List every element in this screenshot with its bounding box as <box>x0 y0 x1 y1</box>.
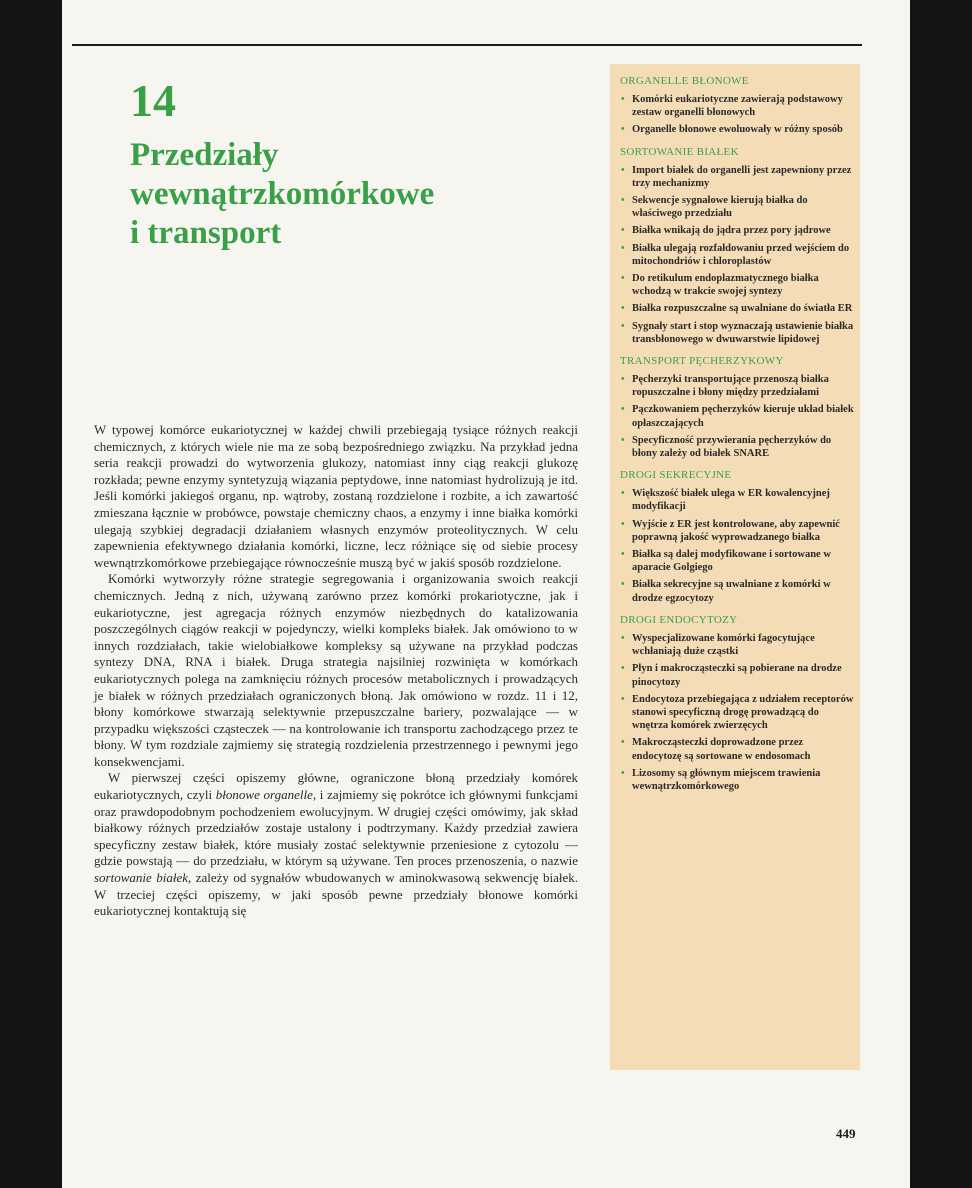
outline-item-text: Białka rozpuszczalne są uwalniane do światła ER <box>632 303 853 315</box>
bullet-icon: • <box>621 518 625 530</box>
outline-list <box>620 373 854 460</box>
outline-item-text: Płyn i makrocząsteczki są pobierane na drodze pinocytozy <box>632 663 842 688</box>
bullet-icon: • <box>621 273 625 285</box>
emphasis-term: sortowanie białek, <box>94 870 192 886</box>
outline-item <box>620 548 854 574</box>
outline-item <box>620 736 854 762</box>
outline-item <box>620 767 854 793</box>
outline-item <box>620 373 854 399</box>
outline-section-heading: SORTOWANIE BIAŁEK <box>620 145 739 158</box>
outline-section-heading: DROGI ENDOCYTOZY <box>620 613 738 626</box>
outline-item-text: Większość białek ulega w ER kowalencyjnej modyfikacji <box>632 488 830 513</box>
outline-item <box>620 93 854 119</box>
body-paragraph: W typowej komórce eukariotycznej w każdej chwili przebiegają tysiące różnych reakcji chemicznych, z których wiele nie ma ze sobą bezpośredniego związku. Na przykład jedna seria reakcji prowadzi do wytworzenia glukozy, natomiast inny ciąg reakcji glukozę rozkłada; pewne enzymy syntetyzują wiązania peptydowe, inne natomiast hydrolizują je itd. Jeśli komórki jakiegoś organu, np. wątroby, zostaną rozdzielone i rozbite, a ich zawartość zmieszana łącznie w probówce, powstaje chemiczny chaos, a enzymy i inne białka komórki ulegają szybkiej degradacji działaniem własnych enzymów proteolitycznych. W celu zapewnienia efektywnego działania komórki, liczne, lecz różniące się od siebie procesy wewnątrzkomórkowe przebiegające równocześnie muszą być w jakiś sposób rozdzielone. <box>94 422 578 570</box>
outline-item <box>620 224 854 237</box>
outline-section-heading: TRANSPORT PĘCHERZYKOWY <box>620 355 784 368</box>
chapter-outline-sidebar <box>610 64 860 1070</box>
outline-list <box>620 164 854 346</box>
page-number: 449 <box>836 1126 856 1141</box>
outline-item <box>620 487 854 513</box>
bullet-icon: • <box>621 164 625 176</box>
bullet-icon: • <box>621 488 625 500</box>
outline-item-text: Pączkowaniem pęcherzyków kieruje układ białek opłaszczających <box>632 404 854 429</box>
outline-item <box>620 693 854 733</box>
bullet-icon: • <box>621 225 625 237</box>
outline-item <box>620 578 854 604</box>
text-run: i zajmiemy się pokrótce ich głównymi funkcjami oraz prawdopodobnym pochodzeniem ewolucyjnym. W drugiej części omówimy, jak skład białkowy różnych przedziałów zostaje ustalony i podtrzymany. Każdy przedział zawiera specyficzny zestaw białek, które musiały zostać selektywnie przeniesione z cytozolu — gdzie powstają — do przedziału, w którym są używane. Ten proces przenoszenia, o nazwie <box>94 787 578 869</box>
outline-item-text: Import białek do organelli jest zapewniony przez trzy mechanizmy <box>632 164 852 189</box>
bullet-icon: • <box>621 579 625 591</box>
bullet-icon: • <box>621 94 625 105</box>
outline-item-text: Sygnały start i stop wyznaczają ustawienie białka transbłonowego w dwuwarstwie lipidowej <box>632 320 854 345</box>
outline-item <box>620 403 854 429</box>
bullet-icon: • <box>621 693 625 705</box>
outline-item <box>620 242 854 268</box>
text-run: zależy od sygnałów wbudowanych w aminokwasową sekwencję białek. W trzeciej części opiszemy, w jaki sposób pewne przedziały błonowe komórki eukariotycznej kontaktują się <box>94 870 579 919</box>
text-run: W pierwszej części opiszemy główne, ograniczone błoną przedziały komórek eukariotycznych, czyli <box>94 770 578 803</box>
outline-item <box>620 302 854 315</box>
top-rule <box>72 44 862 46</box>
outline-item <box>620 194 854 220</box>
outline-section-heading: ORGANELLE BŁONOWE <box>620 75 749 87</box>
outline-list <box>620 487 854 605</box>
body-paragraph: Komórki wytworzyły różne strategie segregowania i organizowania swoich reakcji chemicznych. Jedną z nich, używaną zarówno przez komórki prokariotyczne, jak i eukariotyczne, jest agregacja różnych enzymów niezbędnych do katalizowania poszczególnych ciągów reakcji w pojedynczy, wielki kompleks białek. Jak omówiono to w innych rozdziałach, takie wielobiałkowe kompleksy są używane na przykład podczas syntezy DNA, RNA i białek. Druga strategia najsilniej rozwinięta w komórkach eukariotycznych polega na zamknięciu różnych procesów metabolicznych i prowadzących je białek w różnych przedziałach ograniczonych błoną. Jak omówiono w rozdz. 11 i 12, błony komórkowe stwarzają selektywnie przepuszczalne bariery, pozwalające — w przypadku większości cząsteczek — na kontrolowanie ich transportu zachodzącego przez te błony. W tym rozdziale zajmiemy się strategią rozdzielenia przestrzennego i pewnymi jego konsekwencjami. <box>94 571 578 769</box>
outline-item-text: Wyjście z ER jest kontrolowane, aby zapewnić poprawną jakość wyprowadzanego białka <box>632 518 840 543</box>
outline-item-text: Specyficzność przywierania pęcherzyków do błony zależy od białek SNARE <box>632 434 832 460</box>
outline-item-text: Sekwencje sygnałowe kierują białka do właściwego przedziału <box>632 195 808 220</box>
bullet-icon: • <box>621 663 625 675</box>
outline-item-text: Pęcherzyki transportujące przenoszą białka ropuszczalne i błony między przedziałami <box>632 374 829 399</box>
outline-item <box>620 518 854 544</box>
emphasis-term: błonowe organelle, <box>215 787 317 803</box>
chapter-title <box>130 136 510 253</box>
bullet-icon: • <box>621 374 625 386</box>
chapter-title-line: Przedziały <box>130 137 279 173</box>
chapter-title-line: wewnątrzkomórkowe <box>130 176 435 212</box>
bullet-icon: • <box>621 434 625 446</box>
chapter-title-line: i transport <box>130 215 282 251</box>
bullet-icon: • <box>621 632 625 644</box>
bullet-icon: • <box>621 767 625 779</box>
outline-item-text: Komórki eukariotyczne zawierają podstawowy zestaw organelli błonowych <box>632 94 843 119</box>
outline-item <box>620 662 854 688</box>
outline-item-text: Białka ulegają rozfałdowaniu przed wejściem do mitochondriów i chloroplastów <box>632 242 850 267</box>
outline-item-text: Makrocząsteczki doprowadzone przez endocytozę są sortowane w endosomach <box>632 737 811 762</box>
outline-section <box>620 354 854 460</box>
bullet-icon: • <box>621 195 625 207</box>
outline-item-text: Wyspecjalizowane komórki fagocytujące wchłaniają duże cząstki <box>632 632 815 658</box>
body-paragraph <box>94 770 578 919</box>
outline-section <box>620 145 854 346</box>
outline-item-text: Do retikulum endoplazmatycznego białka wchodzą w trakcie swojej syntezy <box>632 273 819 298</box>
chapter-body <box>94 422 578 920</box>
bullet-icon: • <box>621 320 625 332</box>
outline-item <box>620 123 854 136</box>
outline-section-heading: DROGI SEKRECYJNE <box>620 469 732 482</box>
outline-list <box>620 93 854 137</box>
bullet-icon: • <box>621 124 625 136</box>
outline-item-text: Organelle błonowe ewoluowały w różny sposób <box>632 124 843 136</box>
outline-item-text: Białka wnikają do jądra przez pory jądrowe <box>632 225 831 237</box>
outline-item-text: Białka sekrecyjne są uwalniane z komórki w drodze egzocytozy <box>632 579 831 604</box>
outline-item-text: Lizosomy są głównym miejscem trawienia wewnątrzkomórkowego <box>632 767 821 792</box>
outline-item <box>620 434 854 460</box>
outline-item-text: Endocytoza przebiegająca z udziałem receptorów stanowi specyficzną drogę prowadzącą do wnętrza komórek zwierzęcych <box>632 693 854 732</box>
outline-item <box>620 272 854 298</box>
outline-section <box>620 468 854 605</box>
outline-section <box>620 613 854 793</box>
bullet-icon: • <box>621 549 625 561</box>
chapter-number: 14 <box>130 75 176 126</box>
outline-section <box>620 74 854 137</box>
bullet-icon: • <box>621 242 625 254</box>
outline-item <box>620 320 854 346</box>
bullet-icon: • <box>621 404 625 416</box>
bullet-icon: • <box>621 303 625 315</box>
outline-item <box>620 632 854 658</box>
outline-item <box>620 164 854 190</box>
outline-item-text: Białka są dalej modyfikowane i sortowane w aparacie Golgiego <box>632 549 831 574</box>
bullet-icon: • <box>621 737 625 749</box>
outline-list <box>620 632 854 793</box>
